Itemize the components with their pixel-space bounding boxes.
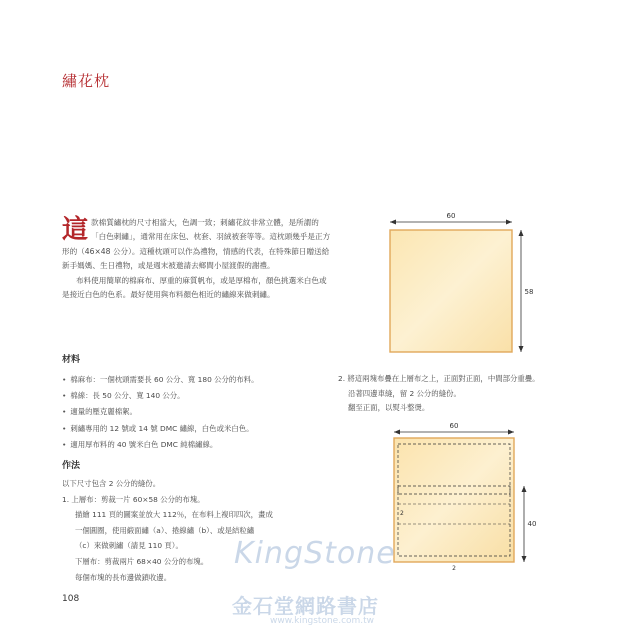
diagram-top-fabric	[378, 210, 538, 360]
method-line: 每個布塊的長布邊做鎖收邊。	[75, 572, 172, 582]
step-2-text	[338, 372, 598, 416]
page-title: 繡花枕	[62, 72, 111, 90]
arrowhead-icon	[522, 486, 527, 492]
diagram-overlap-panels	[384, 418, 544, 578]
watermark-url: www.kingstone.com.tw	[270, 616, 375, 626]
materials-item: • 適用厚布料的 40 號米白色 DMC 純棉繡線。	[62, 437, 258, 453]
seam-allowance-label: 2	[452, 565, 456, 572]
step2-line: 翻至正面，以熨斗整燙。	[348, 403, 430, 413]
watermark-store: 金石堂網路書店	[232, 594, 379, 618]
drop-cap: 這	[62, 215, 89, 245]
arrowhead-icon	[522, 556, 527, 562]
fabric-panel	[390, 230, 512, 352]
intro-text	[62, 216, 332, 302]
step2-line: 2. 將這兩塊布疊在上層布之上，正面對正面，中間部分重疊。	[338, 374, 540, 383]
width-label: 60	[449, 422, 459, 430]
step2-line: 沿著四邊車縫，留 2 公分的縫份。	[348, 388, 461, 398]
page-number: 108	[62, 594, 80, 604]
arrowhead-icon	[394, 430, 400, 435]
arrowhead-icon	[519, 346, 524, 352]
height-label: 40	[527, 520, 537, 528]
materials-item: • 刺繡專用的 12 號或 14 號 DMC 繡線，白色或米白色。	[62, 421, 258, 437]
materials-item: • 棉線：長 50 公分、寬 140 公分。	[62, 388, 258, 404]
materials-item: • 適量的壓克麗棉絮。	[62, 404, 258, 420]
width-label: 60	[446, 212, 456, 220]
method-line: 一個圓圈，使用緞面繡（a）、捲線繡（b）、或是結粒繡	[75, 525, 255, 535]
height-label: 58	[524, 288, 534, 296]
watermark-brand: KingStone	[234, 536, 396, 571]
method-line: （c）來做刺繡（請見 110 頁）。	[75, 541, 183, 551]
materials-heading: 材料	[62, 355, 81, 365]
arrowhead-icon	[519, 230, 524, 236]
arrowhead-icon	[390, 220, 396, 225]
intro-paragraph-1: 款棉質繡枕的尺寸相當大，色調一致；刺繡花紋非常立體，是所謂的「白色刺繡」，通常用在床包、枕套、羽絨被套等等。這枕頭幾乎是正方形的（46×48 公分）。這種枕頭可以作為禮物，情感的代表，在特殊節日贈送給新手媽媽、生日禮物，或是週末被邀請去鄉間小屋渡假的謝禮。	[62, 218, 331, 271]
method-line: 描繪 111 頁的圖案並放大 112％，在布料上複印四次，畫成	[75, 510, 273, 520]
materials-list	[62, 372, 258, 453]
method-line: 1. 上層布：剪裁一片 60×58 公分的布塊。	[62, 494, 205, 504]
fabric-panel	[394, 438, 514, 562]
arrowhead-icon	[506, 220, 512, 225]
method-heading: 作法	[62, 461, 81, 471]
intro-paragraph-2: 布料使用簡單的棉麻布、厚重的麻質帆布，或是厚棉布，顏色挑選米白色或是接近白色的色系。最好使用與布料顏色相近的繡線來做刺繡。	[62, 275, 327, 300]
method-line: 下層布：剪裁兩片 68×40 公分的布塊。	[75, 556, 209, 566]
method-line: 以下尺寸包含 2 公分的縫份。	[62, 479, 161, 488]
arrowhead-icon	[508, 430, 514, 435]
materials-item: • 棉麻布：一個枕頭需要長 60 公分、寬 180 公分的布料。	[62, 372, 258, 388]
seam-allowance-label: 2	[400, 510, 404, 517]
